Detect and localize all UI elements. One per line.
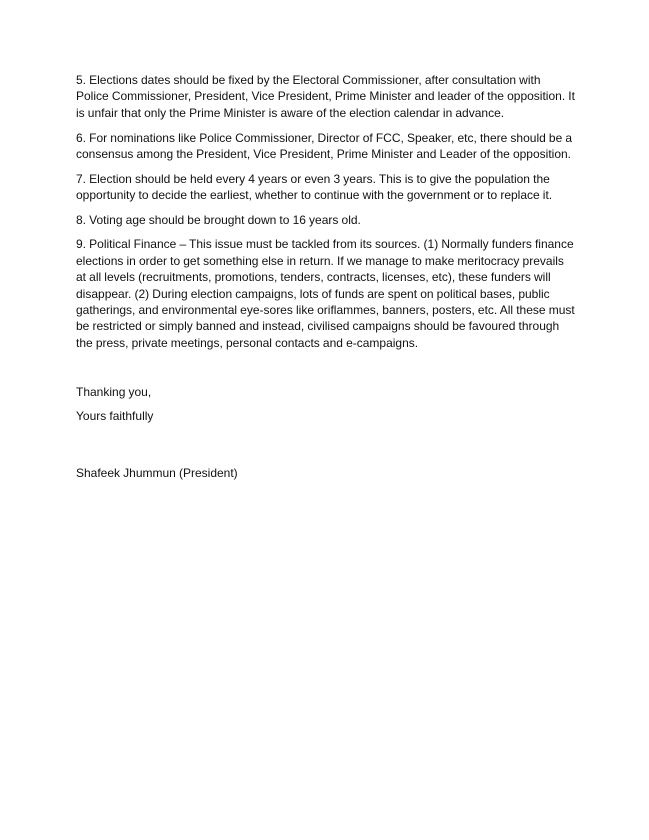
closing-sign-off: Yours faithfully <box>76 409 154 424</box>
paragraph-item-5: 5. Elections dates should be fixed by the Electoral Commissioner, after consultation with Police Commissioner, President, Vice President, Prime Minister and leader of the opposition. It is unfair that only the Prime Minister is aware of the election calendar in advance. <box>76 73 575 120</box>
signature: Shafeek Jhummun (President) <box>76 465 238 480</box>
paragraph-item-7: 7. Election should be held every 4 years or even 3 years. This is to give the population the opportunity to decide the earliest, whether to continue with the government or to replace it. <box>76 171 553 203</box>
paragraph-item-9: 9. Political Finance – This issue must be tackled from its sources. (1) Normally funders finance elections in order to get something else in return. If we manage to make meritocracy prevails at all levels (recruitments, promotions, tenders, contracts, licenses, etc), these funders will disappear. (2) During election campaigns, lots of funds are spent on political bases, public gatherings, and environmental eye-sores like oriflammes, banners, posters, etc. All these must be restricted or simply banned and instead, civilised campaigns should be favoured through the press, private meetings, personal contacts and e-campaigns. <box>76 237 575 350</box>
spacer <box>76 360 576 384</box>
closing-thanks: Thanking you, <box>76 384 152 399</box>
paragraph-item-6: 6. For nominations like Police Commissioner, Director of FCC, Speaker, etc, there should be a consensus among the President, Vice President, Prime Minister and Leader of the opposition. <box>76 130 573 161</box>
paragraph-item-8: 8. Voting age should be brought down to 16 years old. <box>76 212 361 227</box>
spacer <box>76 433 576 465</box>
document-page <box>76 72 576 490</box>
